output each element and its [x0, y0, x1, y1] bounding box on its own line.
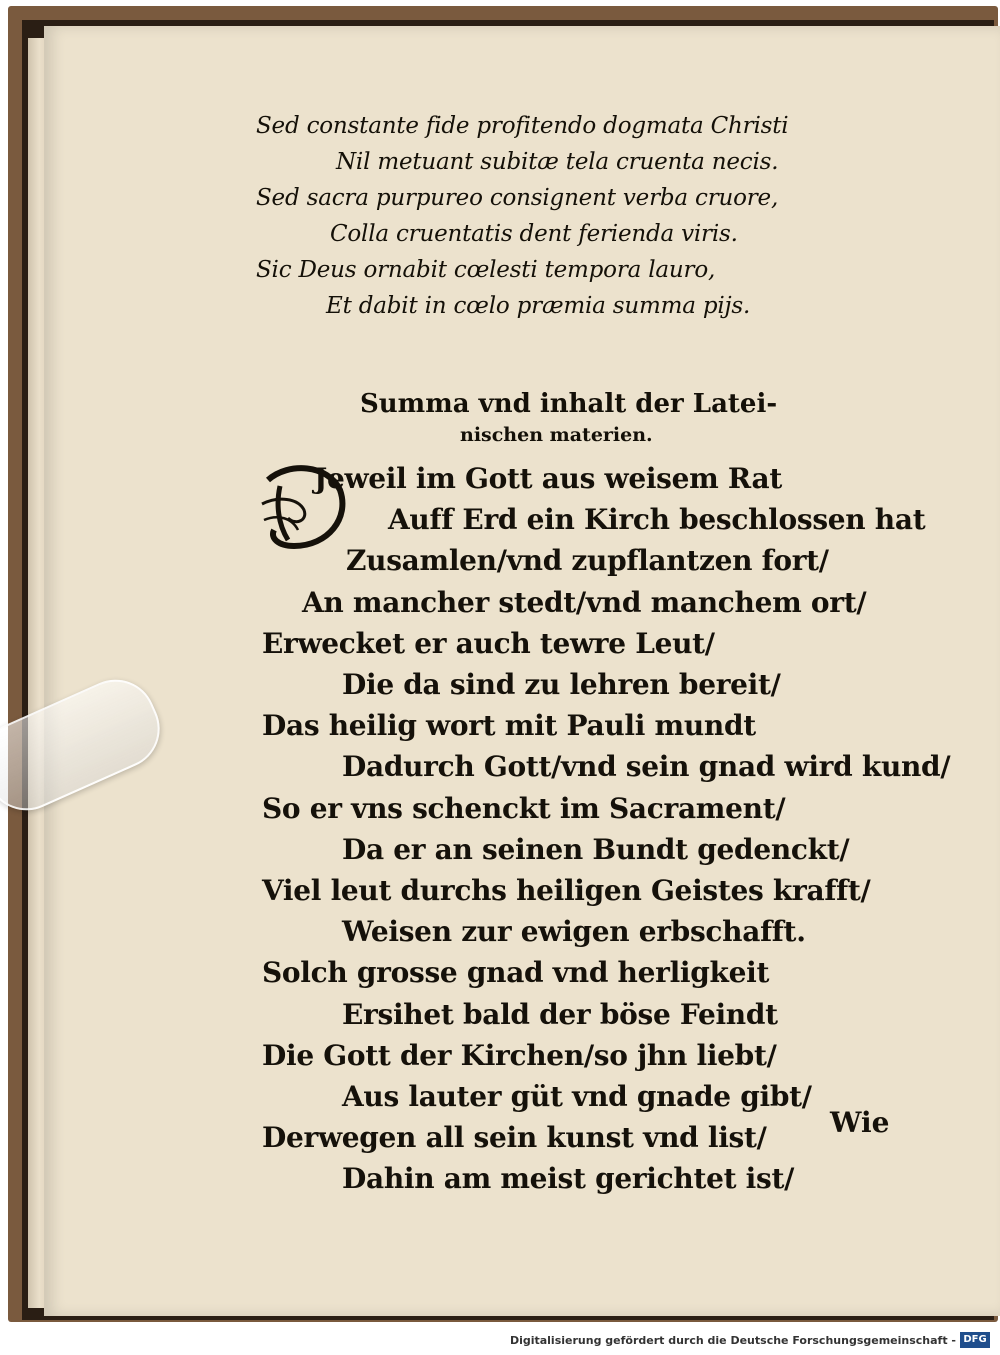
verse-line: An mancher stedt/vnd manchem ort/: [302, 585, 867, 619]
verse-line: Die da sind zu lehren bereit/: [342, 668, 781, 702]
latin-line: Sed sacra purpureo consignent verba cruore,: [256, 185, 779, 211]
latin-line: Nil metuant subitæ tela cruenta necis.: [336, 149, 779, 175]
latin-line: Colla cruentatis dent ferienda viris.: [330, 221, 738, 247]
verse-line: Aus lauter güt vnd gnade gibt/: [342, 1080, 812, 1114]
heading-line-2: nischen materien.: [460, 424, 653, 446]
verse-line: Auff Erd ein Kirch beschlossen hat: [388, 503, 926, 537]
verse-line: Da er an seinen Bundt gedenckt/: [342, 832, 850, 866]
verse-line: Derwegen all sein kunst vnd list/: [262, 1121, 767, 1155]
verse-line: Erwecket er auch tewre Leut/: [262, 626, 715, 660]
latin-line: Sed constante fide profitendo dogmata Christi: [256, 113, 789, 139]
dfg-logo: DFG: [960, 1332, 990, 1348]
verse-line: So er vns schenckt im Sacrament/: [262, 791, 786, 825]
section-heading: [360, 386, 780, 448]
verse-line: Dadurch Gott/vnd sein gnad wird kund/: [342, 750, 951, 784]
verse-line: Das heilig wort mit Pauli mundt: [262, 709, 756, 743]
heading-line-1: Summa vnd inhalt der Latei-: [360, 389, 778, 419]
verse-line: Dahin am meist gerichtet ist/: [342, 1162, 795, 1196]
catchword: Wie: [830, 1106, 890, 1139]
verse-line: Weisen zur ewigen erbschafft.: [342, 915, 806, 949]
funding-credit: Digitalisierung gefördert durch die Deutsche Forschungsgemeinschaft -: [509, 1334, 956, 1347]
verse-line: Die Gott der Kirchen/so jhn liebt/: [262, 1038, 777, 1072]
verse-line: Viel leut durchs heiligen Geistes krafft/: [262, 874, 871, 908]
latin-line: Et dabit in cœlo præmia summa pijs.: [326, 293, 751, 319]
german-verse-block: [262, 458, 950, 1200]
footer-bar: [0, 1328, 1000, 1355]
verse-line: Zusamlen/vnd zupflantzen fort/: [346, 544, 829, 578]
latin-line: Sic Deus ornabit cœlesti tempora lauro,: [256, 257, 716, 283]
latin-verse-block: [256, 108, 788, 324]
verse-line: Jeweil im Gott aus weisem Rat: [314, 462, 783, 495]
verse-line: Ersihet bald der böse Feindt: [342, 997, 778, 1031]
verse-line: Solch grosse gnad vnd herligkeit: [262, 956, 770, 990]
